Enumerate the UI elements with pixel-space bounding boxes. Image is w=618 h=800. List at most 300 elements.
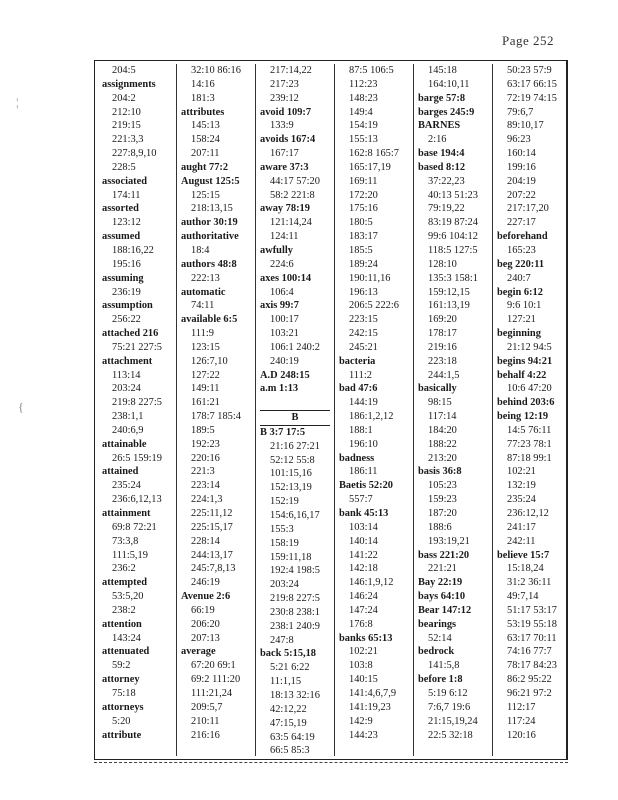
index-term: associated xyxy=(102,175,148,187)
index-column-2 xyxy=(177,64,256,756)
page-line-ref: 216:16 xyxy=(191,729,220,741)
page-line-ref: 222:13 xyxy=(191,272,220,284)
page-line-ref: 180:5 xyxy=(349,217,373,229)
index-term: avoids 167:4 xyxy=(260,134,316,146)
page-line-ref: 159:23 xyxy=(428,494,457,506)
index-term: attempted xyxy=(102,577,148,589)
page-line-ref: 161:13,19 xyxy=(428,300,470,312)
page-line-ref: 147:24 xyxy=(349,604,378,616)
index-column-5 xyxy=(414,64,493,756)
page-line-ref: 230:8 238:1 xyxy=(270,606,320,618)
page-line-ref: 227:8,9,10 xyxy=(112,148,157,160)
page-line-ref: 224:1,3 xyxy=(191,494,223,506)
page-line-ref: 256:22 xyxy=(112,314,141,326)
page-line-ref: 221:21 xyxy=(428,563,457,575)
page-line-ref: 78:17 84:23 xyxy=(507,660,557,672)
page-line-ref: 111:21,24 xyxy=(191,687,233,699)
page-line-ref: 142:18 xyxy=(349,563,378,575)
page-line-ref: 235:24 xyxy=(507,494,536,506)
index-term: basically xyxy=(418,383,457,395)
page-line-ref: 74:11 xyxy=(191,300,215,312)
page-line-ref: 236:19 xyxy=(112,286,141,298)
page-line-ref: 225:11,12 xyxy=(191,508,233,519)
page-line-ref: 123:12 xyxy=(112,217,141,229)
page-line-ref: 2:16 xyxy=(428,134,447,146)
index-term: attribute xyxy=(102,729,142,741)
index-term: begins 94:21 xyxy=(497,355,553,367)
page-line-ref: 190:11,16 xyxy=(349,272,391,284)
page-line-ref: 224:6 xyxy=(270,258,294,270)
index-term: beg 220:11 xyxy=(497,258,545,270)
page-line-ref: 188:16,22 xyxy=(112,244,154,256)
page-line-ref: 203:24 xyxy=(270,579,299,591)
page-line-ref: 206:20 xyxy=(191,618,220,630)
page-line-ref: 192:4 198:5 xyxy=(270,565,320,577)
page-line-ref: 159:12,15 xyxy=(428,286,470,298)
index-term: attainment xyxy=(102,508,151,519)
page-line-ref: 106:1 240:2 xyxy=(270,341,320,353)
page-line-ref: 103:21 xyxy=(270,328,299,340)
scan-margin-mark: { xyxy=(18,400,24,414)
index-term: Baetis 52:20 xyxy=(339,480,393,492)
index-term: away 78:19 xyxy=(260,203,310,215)
page-line-ref: 160:14 xyxy=(507,148,536,160)
page-line-ref: 244:1,5 xyxy=(428,369,460,381)
page-line-ref: 158:19 xyxy=(270,537,299,549)
page-line-ref: 217:14,22 xyxy=(270,65,312,76)
page-line-ref: 204:5 xyxy=(112,65,136,76)
page-line-ref: 113:14 xyxy=(112,369,141,381)
index-term: assuming xyxy=(102,272,144,284)
index-term: August 125:5 xyxy=(181,175,240,187)
page-line-ref: 73:3,8 xyxy=(112,535,139,547)
page-line-ref: 11:1,15 xyxy=(270,676,302,688)
index-term: bank 45:13 xyxy=(339,508,389,519)
page-line-ref: 213:20 xyxy=(428,452,457,464)
page-line-ref: 223:18 xyxy=(428,355,457,367)
page-line-ref: 42:12,22 xyxy=(270,703,307,715)
page-line-ref: 244:13,17 xyxy=(191,549,233,561)
page-line-ref: 245:7,8,13 xyxy=(191,563,236,575)
page-line-ref: 75:18 xyxy=(112,687,136,699)
page-line-ref: 132:19 xyxy=(507,480,536,492)
page-line-ref: 161:21 xyxy=(191,397,220,409)
index-term: barge 57:8 xyxy=(418,92,466,104)
index-term: axis 99:7 xyxy=(260,300,299,312)
page-line-ref: 18:13 32:16 xyxy=(270,689,320,701)
page-line-ref: 10:6 47:20 xyxy=(507,383,552,395)
page-line-ref: 245:21 xyxy=(349,341,378,353)
page-line-ref: 223:15 xyxy=(349,314,378,326)
page-line-ref: 185:5 xyxy=(349,244,373,256)
page-line-ref: 63:17 66:15 xyxy=(507,78,557,90)
page-line-ref: 102:21 xyxy=(349,646,378,658)
index-term: avoid 109:7 xyxy=(260,106,312,118)
page-line-ref: 145:13 xyxy=(191,120,220,132)
index-term: assorted xyxy=(102,203,139,215)
page-line-ref: 193:19,21 xyxy=(428,535,470,547)
page-line-ref: 178:17 xyxy=(428,328,457,340)
page-line-ref: 186:11 xyxy=(349,466,378,478)
page-line-ref: 141:22 xyxy=(349,549,378,561)
page-line-ref: 238:1 240:9 xyxy=(270,620,320,632)
page-line-ref: 164:10,11 xyxy=(428,78,470,90)
page-line-ref: 187:20 xyxy=(428,508,457,519)
page-line-ref: 228:5 xyxy=(112,161,136,173)
index-term: beginning xyxy=(497,328,541,340)
page-line-ref: 225:15,17 xyxy=(191,521,233,533)
page-line-ref: 75:21 227:5 xyxy=(112,341,162,353)
page-line-ref: 140:14 xyxy=(349,535,378,547)
page-line-ref: 154:19 xyxy=(349,120,378,132)
page-line-ref: 203:24 xyxy=(112,383,141,395)
page-line-ref: 172:20 xyxy=(349,189,378,201)
page-line-ref: 120:16 xyxy=(507,729,536,741)
page-line-ref: 18:4 xyxy=(191,244,210,256)
page-line-ref: 246:19 xyxy=(191,577,220,589)
index-term: bad 47:6 xyxy=(339,383,378,395)
page-line-ref: 79:6,7 xyxy=(507,106,534,118)
page-line-ref: 118:5 127:5 xyxy=(428,244,478,256)
page-line-ref: 146:1,9,12 xyxy=(349,577,394,589)
page-line-ref: 69:2 111:20 xyxy=(191,674,241,686)
page-line-ref: 52:12 55:8 xyxy=(270,454,315,466)
page-line-ref: 149:11 xyxy=(191,383,220,395)
page-line-ref: 174:11 xyxy=(112,189,141,201)
page-line-ref: 155:3 xyxy=(270,523,294,535)
page-line-ref: 239:12 xyxy=(270,92,299,104)
page-line-ref: 189:24 xyxy=(349,258,378,270)
page-line-ref: 101:15,16 xyxy=(270,468,312,480)
page-line-ref: 67:20 69:1 xyxy=(191,660,236,672)
index-term: automatic xyxy=(181,286,226,298)
page-line-ref: 188:22 xyxy=(428,438,457,450)
page-line-ref: 103:14 xyxy=(349,521,378,533)
page-line-ref: 125:15 xyxy=(191,189,220,201)
page-line-ref: 98:15 xyxy=(428,397,452,409)
page-line-ref: 44:17 57:20 xyxy=(270,175,320,187)
page-line-ref: 5:20 xyxy=(112,715,131,727)
page-line-ref: 15:18,24 xyxy=(507,563,544,575)
index-term: being 12:19 xyxy=(497,411,549,423)
page-line-ref: 209:5,7 xyxy=(191,701,223,713)
page-line-ref: 196:10 xyxy=(349,438,378,450)
page-line-ref: 242:15 xyxy=(349,328,378,340)
page-line-ref: 223:14 xyxy=(191,480,220,492)
page-line-ref: 238:2 xyxy=(112,604,136,616)
index-term: bedrock xyxy=(418,646,455,658)
page-line-ref: 221:3 xyxy=(191,466,215,478)
page-line-ref: 133:9 xyxy=(270,120,294,132)
index-term: attorney xyxy=(102,674,140,686)
page-line-ref: 228:14 xyxy=(191,535,220,547)
page-line-ref: 162:8 165:7 xyxy=(349,148,399,160)
page-line-ref: 204:2 xyxy=(112,92,136,104)
page-line-ref: 21:15,19,24 xyxy=(428,715,478,727)
page-line-ref: 144:19 xyxy=(349,397,378,409)
index-term: Bay 22:19 xyxy=(418,577,463,589)
page-line-ref: 124:11 xyxy=(270,231,299,243)
page-line-ref: 77:23 78:1 xyxy=(507,438,552,450)
page-line-ref: 32:10 86:16 xyxy=(191,65,241,76)
page-line-ref: 212:10 xyxy=(112,106,141,118)
index-term: behind 203:6 xyxy=(497,397,555,409)
page-line-ref: 7:6,7 19:6 xyxy=(428,701,471,713)
page-line-ref: 126:7,10 xyxy=(191,355,228,367)
page-line-ref: 21:16 27:21 xyxy=(270,440,320,452)
index-term: BARNES xyxy=(418,120,461,132)
page-line-ref: 207:13 xyxy=(191,632,220,644)
page-line-ref: 121:14,24 xyxy=(270,217,312,229)
page-line-ref: 240:7 xyxy=(507,272,531,284)
page-line-ref: 158:24 xyxy=(191,134,220,146)
index-column-1 xyxy=(98,64,177,756)
page-line-ref: 66:5 85:3 xyxy=(270,745,310,757)
page-line-ref: 557:7 xyxy=(349,494,373,506)
page-line-ref: 152:13,19 xyxy=(270,482,312,494)
page-line-ref: 178:7 185:4 xyxy=(191,411,241,423)
page-line-ref: 207:22 xyxy=(507,189,536,201)
page-line-ref: 206:5 222:6 xyxy=(349,300,399,312)
index-term: basis 36:8 xyxy=(418,466,462,478)
index-term: attachment xyxy=(102,355,153,367)
index-term: badness xyxy=(339,452,375,464)
page-line-ref: 210:11 xyxy=(191,715,220,727)
page-line-ref: 236:2 xyxy=(112,563,136,575)
index-term: based 8:12 xyxy=(418,161,466,173)
page-line-ref: 5:19 6:12 xyxy=(428,687,468,699)
page-line-ref: 154:6,16,17 xyxy=(270,510,320,521)
page-line-ref: 117:14 xyxy=(428,411,457,423)
page-line-ref: 236:6,12,13 xyxy=(112,494,162,506)
page-line-ref: 127:22 xyxy=(191,369,220,381)
page-line-ref: 159:11,18 xyxy=(270,551,312,563)
page-line-ref: 141:19,23 xyxy=(349,701,391,713)
page-line-ref: 89:10,17 xyxy=(507,120,544,132)
index-term: begin 6:12 xyxy=(497,286,543,298)
index-column-3 xyxy=(256,64,335,756)
index-term: Avenue 2:6 xyxy=(181,591,231,603)
page-line-ref: 9:6 10:1 xyxy=(507,300,542,312)
page-line-ref: 204:19 xyxy=(507,175,536,187)
page-line-ref: 227:17 xyxy=(507,217,536,229)
page-line-ref: 199:16 xyxy=(507,161,536,173)
page-line-ref: 207:11 xyxy=(191,148,220,160)
index-term: attached 216 xyxy=(102,328,159,340)
index-term: attained xyxy=(102,466,139,478)
page-line-ref: 83:19 87:24 xyxy=(428,217,478,229)
page-line-ref: 106:4 xyxy=(270,286,294,298)
index-term: bearings xyxy=(418,618,457,630)
page-line-ref: 63:5 64:19 xyxy=(270,731,315,743)
page-line-ref: 141:5,8 xyxy=(428,660,460,672)
index-term: attributes xyxy=(181,106,225,118)
page-line-ref: 145:18 xyxy=(428,65,457,76)
page-line-ref: 181:3 xyxy=(191,92,215,104)
page-line-ref: 144:23 xyxy=(349,729,378,741)
index-term: aught 77:2 xyxy=(181,161,229,173)
page-line-ref: 189:5 xyxy=(191,424,215,436)
page-line-ref: 87:5 106:5 xyxy=(349,65,394,76)
index-term: B 3:7 17:5 xyxy=(260,426,306,438)
page-line-ref: 102:21 xyxy=(507,466,536,478)
index-term: Bear 147:12 xyxy=(418,604,472,616)
page-line-ref: 142:9 xyxy=(349,715,373,727)
page-line-ref: 69:8 72:21 xyxy=(112,521,157,533)
page-line-ref: 72:19 74:15 xyxy=(507,92,557,104)
page-line-ref: 241:17 xyxy=(507,521,536,533)
index-term: attainable xyxy=(102,438,147,450)
index-term: authoritative xyxy=(181,231,239,243)
page-line-ref: 14:16 xyxy=(191,78,215,90)
index-term: barges 245:9 xyxy=(418,106,475,118)
page-line-ref: 59:2 xyxy=(112,660,131,672)
index-term: before 1:8 xyxy=(418,674,463,686)
index-term: A.D 248:15 xyxy=(260,369,310,381)
page-line-ref: 96:21 97:2 xyxy=(507,687,552,699)
page-line-ref xyxy=(260,396,334,410)
page-line-ref: 219:8 227:5 xyxy=(112,397,162,409)
page-line-ref: 217:17,20 xyxy=(507,203,549,215)
index-term: awfully xyxy=(260,244,293,256)
page-line-ref: 236:12,12 xyxy=(507,508,549,519)
page-line-ref: 219:8 227:5 xyxy=(270,593,320,605)
page-line-ref: 40:13 51:23 xyxy=(428,189,478,201)
page-line-ref: 47:15,19 xyxy=(270,717,307,729)
page-line-ref: 111:5,19 xyxy=(112,549,148,561)
page-line-ref: 219:15 xyxy=(112,120,141,132)
page-line-ref: 87:18 99:1 xyxy=(507,452,552,464)
page-line-ref: 112:23 xyxy=(349,78,378,90)
page-line-ref: 217:23 xyxy=(270,78,299,90)
page-line-ref: 31:2 36:11 xyxy=(507,577,552,589)
page-line-ref: 196:13 xyxy=(349,286,378,298)
page-line-ref: 50:23 57:9 xyxy=(507,65,552,76)
page-line-ref: 146:24 xyxy=(349,591,378,603)
page-line-ref: 186:1,2,12 xyxy=(349,411,394,423)
index-term: average xyxy=(181,646,216,658)
index-column-4 xyxy=(335,64,414,756)
page-line-ref: 235:24 xyxy=(112,480,141,492)
page-line-ref: 188:6 xyxy=(428,521,452,533)
page-line-ref: 152:19 xyxy=(270,496,299,508)
page-line-ref: 111:2 xyxy=(349,369,372,381)
section-letter: B xyxy=(260,410,330,426)
index-term: bays 64:10 xyxy=(418,591,466,603)
page-line-ref: 155:13 xyxy=(349,134,378,146)
page-line-ref: 105:23 xyxy=(428,480,457,492)
bottom-rule xyxy=(94,762,568,763)
page-line-ref: 188:1 xyxy=(349,424,373,436)
page-line-ref: 63:17 70:11 xyxy=(507,632,557,644)
page-line-ref: 37:22,23 xyxy=(428,175,465,187)
index-term: axes 100:14 xyxy=(260,272,312,284)
page-line-ref: 96:23 xyxy=(507,134,531,146)
page-line-ref: 219:16 xyxy=(428,341,457,353)
index-term: attenuated xyxy=(102,646,150,658)
page-line-ref: 53:19 55:18 xyxy=(507,618,557,630)
page-line-ref: 22:5 32:18 xyxy=(428,729,473,741)
index-term: base 194:4 xyxy=(418,148,465,160)
page-line-ref: 135:3 158:1 xyxy=(428,272,478,284)
index-term: author 30:19 xyxy=(181,217,238,229)
page-line-ref: 184:20 xyxy=(428,424,457,436)
page-line-ref: 52:14 xyxy=(428,632,452,644)
page-number-label: Page 252 xyxy=(502,33,555,48)
page-line-ref: 127:21 xyxy=(507,314,536,326)
page-line-ref: 140:15 xyxy=(349,674,378,686)
index-term: banks 65:13 xyxy=(339,632,393,644)
index-term: beforehand xyxy=(497,231,548,243)
index-term: behalf 4:22 xyxy=(497,369,547,381)
page-line-ref: 79:19,22 xyxy=(428,203,465,215)
page-line-ref: 14:5 76:11 xyxy=(507,424,552,436)
page-line-ref: 195:16 xyxy=(112,258,141,270)
page-line-ref: 220:16 xyxy=(191,452,220,464)
page-line-ref: 99:6 104:12 xyxy=(428,231,478,243)
page-line-ref: 100:17 xyxy=(270,314,299,326)
page-line-ref: 49:7,14 xyxy=(507,591,539,603)
page-line-ref: 123:15 xyxy=(191,341,220,353)
page-line-ref: 192:23 xyxy=(191,438,220,450)
page-line-ref: 169:11 xyxy=(349,175,378,187)
index-term: a.m 1:13 xyxy=(260,383,299,395)
index-term: back 5:15,18 xyxy=(260,648,316,660)
page-line-ref: 128:10 xyxy=(428,258,457,270)
scan-margin-mark: ¦ xyxy=(16,95,19,109)
page-line-ref: 240:19 xyxy=(270,355,299,367)
index-term: believe 15:7 xyxy=(497,549,550,561)
page-line-ref: 51:17 53:17 xyxy=(507,604,557,616)
page-line-ref: 175:16 xyxy=(349,203,378,215)
page-line-ref: 112:17 xyxy=(507,701,536,713)
page-line-ref: 148:23 xyxy=(349,92,378,104)
index-term: available 6:5 xyxy=(181,314,238,326)
index-term: bacteria xyxy=(339,355,376,367)
page-line-ref: 26:5 159:19 xyxy=(112,452,162,464)
page-line-ref: 74:16 77:7 xyxy=(507,646,552,658)
page-line-ref: 218:13,15 xyxy=(191,203,233,215)
page-line-ref: 238:1,1 xyxy=(112,411,144,423)
index-term: assumed xyxy=(102,231,141,243)
page-line-ref: 141:4,6,7,9 xyxy=(349,687,397,699)
index-term: assumption xyxy=(102,300,153,312)
index-term: bass 221:20 xyxy=(418,549,470,561)
page-line-ref: 103:8 xyxy=(349,660,373,672)
page-line-ref: 167:17 xyxy=(270,148,299,160)
page-line-ref: 53:5,20 xyxy=(112,591,144,603)
page-line-ref: 117:24 xyxy=(507,715,536,727)
index-term: assignments xyxy=(102,78,156,90)
page-line-ref: 240:6,9 xyxy=(112,424,144,436)
index-column-6 xyxy=(493,64,572,756)
page-line-ref: 111:9 xyxy=(191,328,214,340)
page-line-ref: 169:20 xyxy=(428,314,457,326)
page-line-ref: 5:21 6:22 xyxy=(270,662,310,674)
page-line-ref: 176:8 xyxy=(349,618,373,630)
page-line-ref: 183:17 xyxy=(349,231,378,243)
index-term: attention xyxy=(102,618,142,630)
page-line-ref: 143:24 xyxy=(112,632,141,644)
page-line-ref: 86:2 95:22 xyxy=(507,674,552,686)
page-line-ref: 66:19 xyxy=(191,604,215,616)
page-line-ref: 165:23 xyxy=(507,244,536,256)
index-term: attorneys xyxy=(102,701,144,713)
index-term: aware 37:3 xyxy=(260,161,309,173)
page-line-ref: 221:3,3 xyxy=(112,134,144,146)
page-line-ref: 149:4 xyxy=(349,106,373,118)
page-line-ref: 242:11 xyxy=(507,535,536,547)
